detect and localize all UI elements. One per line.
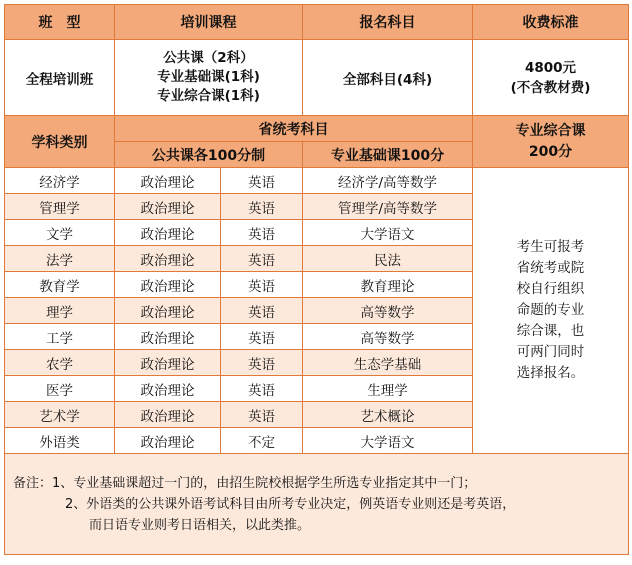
header-exam-subjects: 报名科目 xyxy=(303,5,473,40)
note-line: 命题的专业 xyxy=(516,302,585,318)
discipline-cell: 经济学 xyxy=(5,168,115,194)
language-cell: 英语 xyxy=(221,350,303,376)
full-program-name: 全程培训班 xyxy=(5,40,115,116)
politics-cell: 政治理论 xyxy=(115,272,221,298)
basic-course-cell: 高等数学 xyxy=(303,298,473,324)
politics-cell: 政治理论 xyxy=(115,298,221,324)
basic-course-cell: 民法 xyxy=(303,246,473,272)
subheader-basic-course: 专业基础课100分 xyxy=(303,142,473,168)
header-fee-standard: 收费标准 xyxy=(473,5,629,40)
basic-course-cell: 经济学/高等数学 xyxy=(303,168,473,194)
remark-line-3: 而日语专业则考日语相关，以此类推。 xyxy=(89,517,311,533)
politics-cell: 政治理论 xyxy=(115,324,221,350)
discipline-cell: 管理学 xyxy=(5,194,115,220)
course-line: 公共课（2科） xyxy=(163,50,254,66)
table-row xyxy=(5,168,629,194)
language-cell: 英语 xyxy=(221,246,303,272)
discipline-cell: 医学 xyxy=(5,376,115,402)
politics-cell: 政治理论 xyxy=(115,194,221,220)
language-cell: 英语 xyxy=(221,402,303,428)
remarks xyxy=(5,454,629,555)
language-cell: 英语 xyxy=(221,194,303,220)
discipline-cell: 理学 xyxy=(5,298,115,324)
fee-amount: 4800元 xyxy=(524,59,577,76)
admission-table-container xyxy=(4,4,628,555)
full-program-courses xyxy=(115,40,303,116)
subheader-provincial-subjects: 省统考科目 xyxy=(115,116,473,142)
header-class-type: 班 型 xyxy=(5,5,115,40)
language-cell: 英语 xyxy=(221,272,303,298)
discipline-cell: 教育学 xyxy=(5,272,115,298)
note-line: 可两门同时 xyxy=(516,344,585,360)
basic-course-cell: 大学语文 xyxy=(303,220,473,246)
full-program-row xyxy=(5,40,629,116)
discipline-cell: 工学 xyxy=(5,324,115,350)
comprehensive-score: 200分 xyxy=(528,143,573,160)
comprehensive-label: 专业综合课 xyxy=(515,122,586,139)
subheader-public-courses: 公共课各100分制 xyxy=(115,142,303,168)
remark-line-2: 2、外语类的公共课外语考试科目由所考专业决定，例英语专业则还是考英语， xyxy=(65,496,516,512)
language-cell: 英语 xyxy=(221,168,303,194)
politics-cell: 政治理论 xyxy=(115,246,221,272)
remarks-row xyxy=(5,454,629,555)
language-cell: 英语 xyxy=(221,220,303,246)
full-program-fee xyxy=(473,40,629,116)
full-program-subjects: 全部科目(4科) xyxy=(303,40,473,116)
basic-course-cell: 教育理论 xyxy=(303,272,473,298)
remark-line-1: 备注：1、专业基础课超过一门的，由招生院校根据学生所选专业指定其中一门； xyxy=(13,475,477,491)
politics-cell: 政治理论 xyxy=(115,402,221,428)
basic-course-cell: 生理学 xyxy=(303,376,473,402)
comprehensive-note xyxy=(473,168,629,454)
basic-course-cell: 大学语文 xyxy=(303,428,473,454)
admission-table xyxy=(4,4,629,555)
subheader-row-1 xyxy=(5,116,629,142)
note-line: 校自行组织 xyxy=(516,281,585,297)
subheader-comprehensive xyxy=(473,116,629,168)
note-line: 综合课，也 xyxy=(516,323,585,339)
basic-course-cell: 高等数学 xyxy=(303,324,473,350)
discipline-cell: 农学 xyxy=(5,350,115,376)
header-training-course: 培训课程 xyxy=(115,5,303,40)
discipline-cell: 外语类 xyxy=(5,428,115,454)
discipline-cell: 法学 xyxy=(5,246,115,272)
fee-note: (不含教材费) xyxy=(510,79,591,96)
politics-cell: 政治理论 xyxy=(115,168,221,194)
discipline-cell: 文学 xyxy=(5,220,115,246)
table-header-row xyxy=(5,5,629,40)
language-cell: 不定 xyxy=(221,428,303,454)
politics-cell: 政治理论 xyxy=(115,350,221,376)
basic-course-cell: 艺术概论 xyxy=(303,402,473,428)
discipline-cell: 艺术学 xyxy=(5,402,115,428)
basic-course-cell: 生态学基础 xyxy=(303,350,473,376)
course-line: 专业综合课(1科) xyxy=(157,88,260,104)
language-cell: 英语 xyxy=(221,376,303,402)
basic-course-cell: 管理学/高等数学 xyxy=(303,194,473,220)
politics-cell: 政治理论 xyxy=(115,220,221,246)
language-cell: 英语 xyxy=(221,298,303,324)
note-line: 考生可报考 xyxy=(516,239,585,255)
language-cell: 英语 xyxy=(221,324,303,350)
note-line: 选择报名。 xyxy=(516,365,585,381)
subheader-discipline: 学科类别 xyxy=(5,116,115,168)
note-line: 省统考或院 xyxy=(516,260,585,276)
politics-cell: 政治理论 xyxy=(115,376,221,402)
course-line: 专业基础课(1科) xyxy=(157,69,260,85)
politics-cell: 政治理论 xyxy=(115,428,221,454)
